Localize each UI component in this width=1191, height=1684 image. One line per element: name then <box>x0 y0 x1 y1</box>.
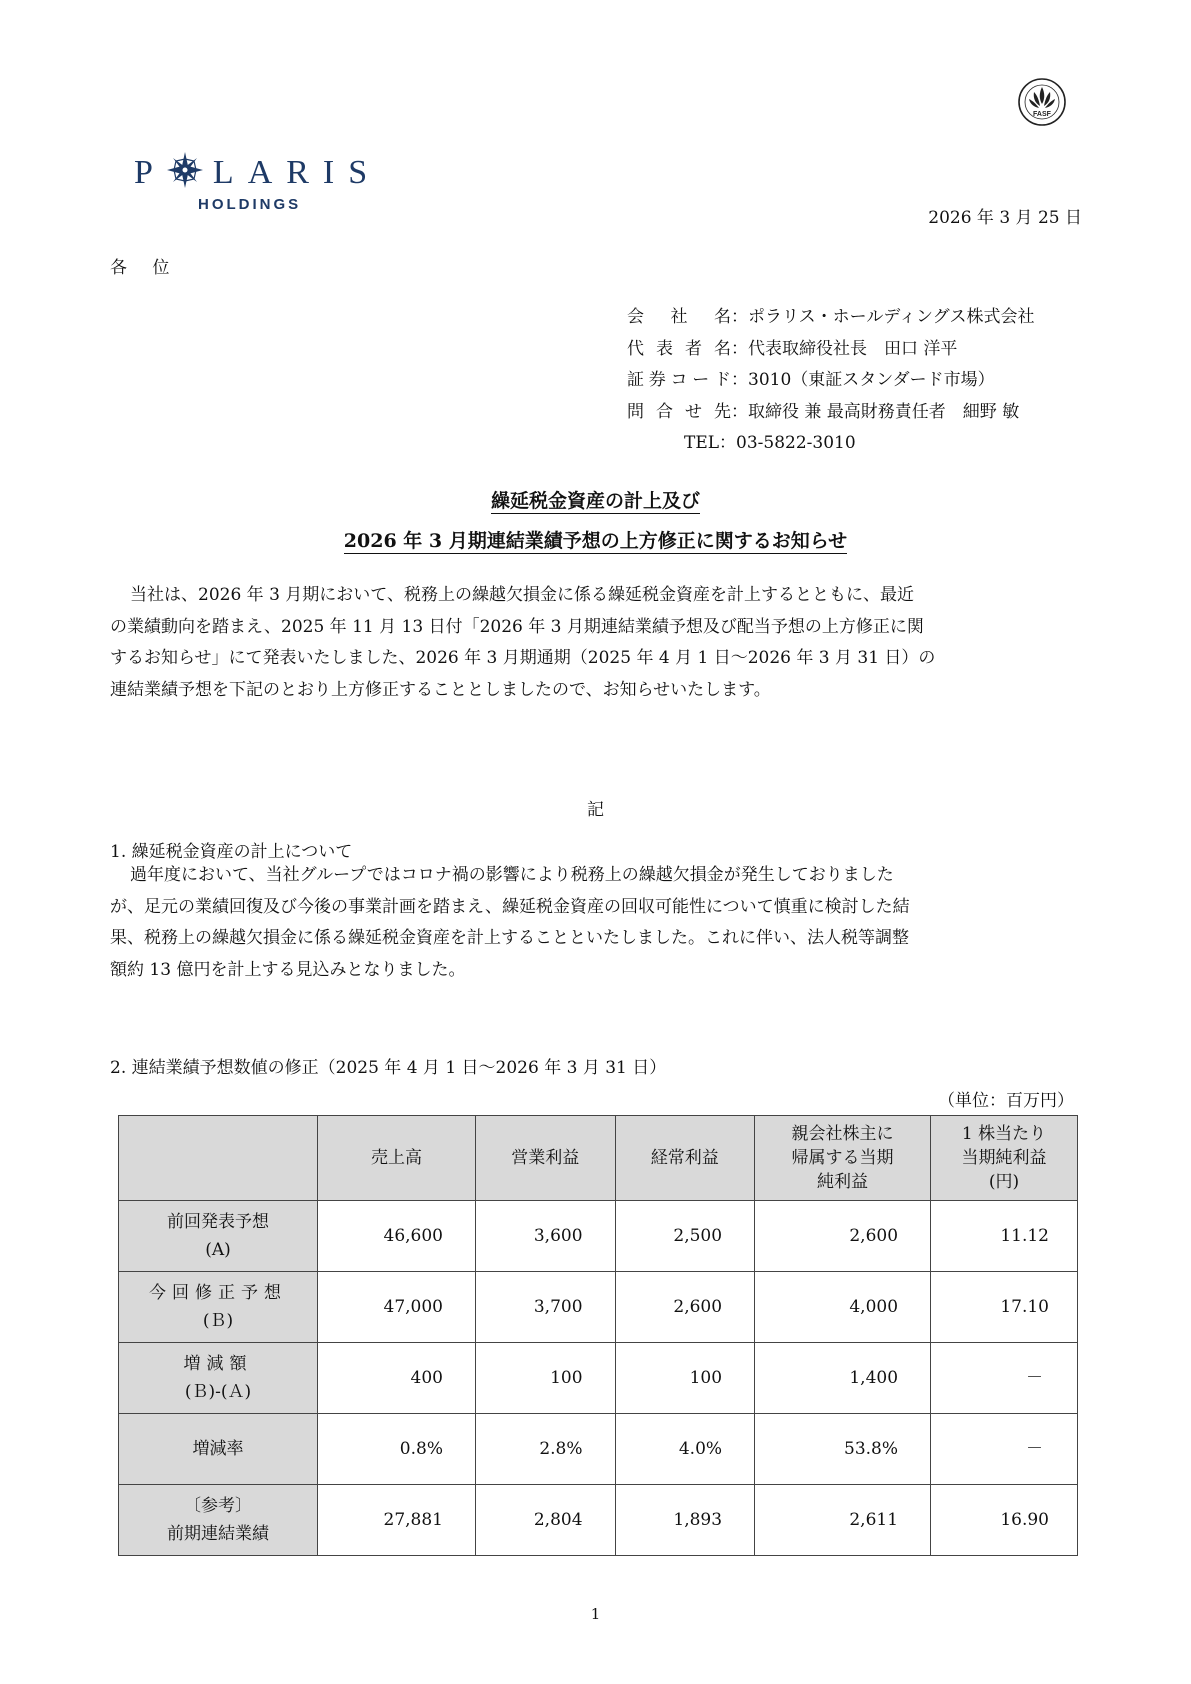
table-row <box>119 1414 1078 1485</box>
stock-code-label: 証券コード <box>627 370 731 390</box>
table-cell: 4.0% <box>615 1414 755 1485</box>
row-label-line: 増減率 <box>192 1439 244 1459</box>
intro-line: の業績動向を踏まえ、2025 年 11 月 13 日付「2026 年 3 月期連結業績予想及び配当予想の上方修正に関 <box>110 616 924 637</box>
intro-line: 当社は、2026 年 3 月期において、税務上の繰越欠損金に係る繰延税金資産を計上するとともに、最近 <box>130 585 914 605</box>
contact-value: ：取締役 兼 最高財務責任者 細野 敏 <box>731 401 1020 422</box>
section2-heading: 2. 連結業績予想数値の修正（2025 年 4 月 1 日～2026 年 3 月 31 日） <box>110 1058 667 1078</box>
unit-label: （単位：百万円） <box>938 1091 1074 1111</box>
table-cell: 27,881 <box>318 1485 476 1556</box>
document-title-line2 <box>0 521 1191 561</box>
representative-value: ：代表取締役社長 田口 洋平 <box>731 338 958 359</box>
table-cell: 2,611 <box>755 1485 931 1556</box>
header-operating-profit: 営業利益 <box>476 1116 616 1201</box>
header-ordinary-profit: 経常利益 <box>615 1116 755 1201</box>
table-cell: 0.8% <box>318 1414 476 1485</box>
table-cell: 46,600 <box>318 1201 476 1272</box>
seal-text: FASF <box>1033 111 1051 118</box>
contact-label: 問合せ先 <box>627 401 731 422</box>
row-label-line: 〔参考〕 <box>184 1496 252 1516</box>
table-cell: 1,400 <box>755 1343 931 1414</box>
table-cell: 16.90 <box>931 1485 1078 1556</box>
table-row <box>119 1485 1078 1556</box>
company-name-value: ：ポラリス・ホールディングス株式会社 <box>731 307 1035 327</box>
table-cell: － <box>931 1343 1078 1414</box>
table-cell: 1,893 <box>615 1485 755 1556</box>
logo-letters: LARIS <box>212 154 382 191</box>
row-label-revised-forecast <box>119 1272 318 1343</box>
header-net-income-line: 純利益 <box>817 1172 869 1192</box>
section1-line: 過年度において、当社グループではコロナ禍の影響により税務上の繰越欠損金が発生しておりました <box>130 865 894 885</box>
section1-body <box>110 860 1070 986</box>
section1-line: 果、税務上の繰越欠損金に係る繰延税金資産を計上することといたしました。これに伴い、法人税等調整 <box>110 928 909 948</box>
title-line1-text: 繰延税金資産の計上及び <box>490 490 700 512</box>
table-cell: 47,000 <box>318 1272 476 1343</box>
header-eps-line: 1 株当たり <box>961 1124 1047 1144</box>
row-label-line: (Ｂ) <box>202 1311 234 1331</box>
table-cell: 4,000 <box>755 1272 931 1343</box>
intro-line: するお知らせ」にて発表いたしました、2026 年 3 月期通期（2025 年 4 月 1 日～2026 年 3 月 31 日）の <box>110 648 936 668</box>
table-cell: 3,700 <box>476 1272 616 1343</box>
stock-code-row <box>627 365 1034 397</box>
row-label-change-rate <box>119 1414 318 1485</box>
table-row <box>119 1201 1078 1272</box>
table-cell: 2,600 <box>755 1201 931 1272</box>
row-label-prior-year <box>119 1485 318 1556</box>
section1-heading: 1. 繰延税金資産の計上について <box>110 842 353 862</box>
representative-row <box>627 334 1034 366</box>
section1-line: 額約 13 億円を計上する見込みとなりました。 <box>110 959 466 980</box>
table-cell: 100 <box>476 1343 616 1414</box>
header-net-income-line: 帰属する当期 <box>791 1148 894 1168</box>
compass-star-icon <box>167 152 203 188</box>
document-title-line1 <box>0 481 1191 521</box>
header-eps-line: 当期純利益 <box>961 1148 1047 1168</box>
row-label-change-amount <box>119 1343 318 1414</box>
table-cell: 11.12 <box>931 1201 1078 1272</box>
table-cell: － <box>931 1414 1078 1485</box>
forecast-table <box>118 1115 1078 1556</box>
table-cell: 2,500 <box>615 1201 755 1272</box>
logo-subtitle: HOLDINGS <box>198 196 302 213</box>
table-row <box>119 1272 1078 1343</box>
company-info <box>627 302 1034 460</box>
logo-letter-p: P <box>134 154 167 191</box>
table-cell: 17.10 <box>931 1272 1078 1343</box>
row-label-line: 前回発表予想 <box>167 1212 269 1232</box>
addressee: 各 位 <box>110 258 180 278</box>
table-cell: 2.8% <box>476 1414 616 1485</box>
section1-line: が、足元の業績回復及び今後の事業計画を踏まえ、繰延税金資産の回収可能性について慎重に検討した結 <box>110 896 910 917</box>
table-cell: 3,600 <box>476 1201 616 1272</box>
table-row <box>119 1343 1078 1414</box>
header-net-sales: 売上高 <box>318 1116 476 1201</box>
header-eps <box>931 1116 1078 1201</box>
fasf-seal-icon <box>1017 77 1067 127</box>
header-net-income <box>755 1116 931 1201</box>
stock-code-value: ：3010（東証スタンダード市場） <box>731 370 995 390</box>
table-cell: 400 <box>318 1343 476 1414</box>
document-date: 2026 年 3 月 25 日 <box>928 208 1082 228</box>
contact-row <box>627 397 1034 429</box>
header-net-income-line: 親会社株主に <box>791 1124 894 1144</box>
table-cell: 100 <box>615 1343 755 1414</box>
table-cell: 53.8% <box>755 1414 931 1485</box>
row-label-line: (Ｂ)-(Ａ) <box>184 1382 252 1402</box>
table-cell: 2,600 <box>615 1272 755 1343</box>
row-label-line: 前期連結業績 <box>167 1524 269 1544</box>
row-label-line: (A) <box>205 1240 231 1260</box>
row-label-line: 今回修正予想 <box>149 1283 287 1303</box>
ki-marker: 記 <box>587 800 604 820</box>
table-header-row <box>119 1116 1078 1201</box>
company-name-row <box>627 302 1034 334</box>
intro-line: 連結業績予想を下記のとおり上方修正することとしましたので、お知らせいたします。 <box>110 679 771 700</box>
row-label-line: 増減額 <box>183 1354 253 1374</box>
page-number: 1 <box>590 1605 601 1623</box>
intro-paragraph <box>110 580 1070 706</box>
company-name-label: 会社名 <box>627 307 731 327</box>
header-eps-line: (円) <box>988 1172 1020 1192</box>
title-line2-text: 2026 年 3 月期連結業績予想の上方修正に関するお知らせ <box>343 530 848 552</box>
table-corner-cell <box>119 1116 318 1201</box>
representative-label: 代表者名 <box>627 338 731 359</box>
telephone: TEL：03-5822-3010 <box>684 433 856 453</box>
company-logo <box>134 152 381 192</box>
table-cell: 2,804 <box>476 1485 616 1556</box>
row-label-previous-forecast <box>119 1201 318 1272</box>
